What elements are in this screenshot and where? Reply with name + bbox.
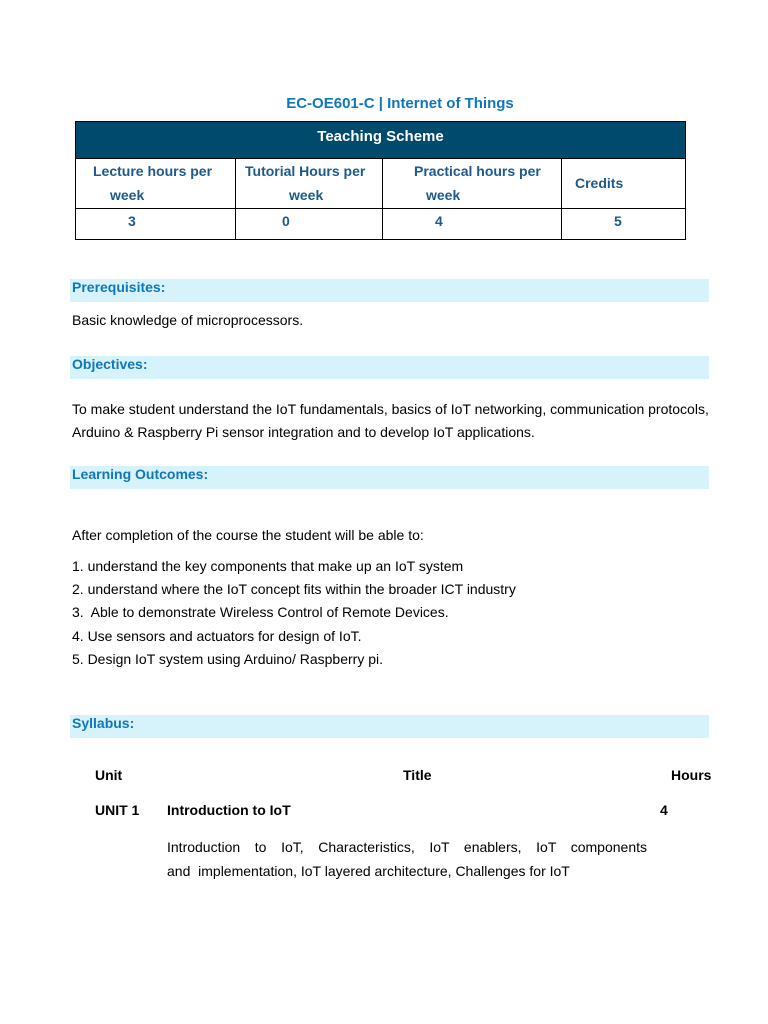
syllabus-col-title: Title <box>403 767 432 783</box>
col-header-credits: Credits <box>575 175 624 191</box>
list-item: 2. understand where the IoT concept fits within the broader ICT industry <box>72 581 516 597</box>
learning-outcomes-bar <box>70 466 709 489</box>
syllabus-unit-hours: 4 <box>660 802 668 818</box>
prerequisites-text: Basic knowledge of microprocessors. <box>72 312 304 328</box>
teaching-scheme-table <box>75 158 686 240</box>
value-lecture: 3 <box>128 213 136 229</box>
syllabus-unit-label: UNIT 1 <box>95 802 140 818</box>
course-title: EC-OE601-C | Internet of Things <box>286 95 514 112</box>
prerequisites-heading: Prerequisites: <box>72 279 166 295</box>
syllabus-heading: Syllabus: <box>72 715 135 731</box>
column-divider <box>235 159 236 239</box>
value-tutorial: 0 <box>282 213 290 229</box>
col-header-tutorial: Tutorial Hours per week <box>245 163 366 203</box>
col-header-practical: Practical hours per week <box>414 163 541 203</box>
syllabus-unit-desc-line-1: Introduction to IoT, Characteristics, IoT enablers, IoT components <box>167 839 647 855</box>
list-item: 5. Design IoT system using Arduino/ Raspberry pi. <box>72 651 384 667</box>
teaching-scheme-header: Teaching Scheme <box>75 121 686 159</box>
list-item: 4. Use sensors and actuators for design of IoT. <box>72 628 362 644</box>
column-divider <box>382 159 383 239</box>
objectives-bar <box>70 356 709 379</box>
syllabus-bar <box>70 715 709 738</box>
syllabus-col-unit: Unit <box>95 767 123 783</box>
list-item: 3. Able to demonstrate Wireless Control of Remote Devices. <box>72 604 449 620</box>
row-divider <box>76 208 685 209</box>
objectives-heading: Objectives: <box>72 356 148 372</box>
prerequisites-bar <box>70 279 709 302</box>
column-divider <box>561 159 562 239</box>
syllabus-unit-desc-line-2: and implementation, IoT layered architecture, Challenges for IoT <box>167 863 570 879</box>
learning-outcomes-heading: Learning Outcomes: <box>72 466 209 482</box>
objectives-line-1: To make student understand the IoT fundamentals, basics of IoT networking, communication protocols, <box>72 401 709 417</box>
list-item: 1. understand the key components that make up an IoT system <box>72 558 464 574</box>
syllabus-unit-title: Introduction to IoT <box>167 802 291 818</box>
learning-outcomes-intro: After completion of the course the student will be able to: <box>72 527 424 543</box>
objectives-line-2: Arduino & Raspberry Pi sensor integration and to develop IoT applications. <box>72 424 535 440</box>
value-practical: 4 <box>435 213 443 229</box>
value-credits: 5 <box>614 213 622 229</box>
syllabus-col-hours: Hours <box>671 767 712 783</box>
col-header-lecture: Lecture hours per week <box>93 163 213 203</box>
